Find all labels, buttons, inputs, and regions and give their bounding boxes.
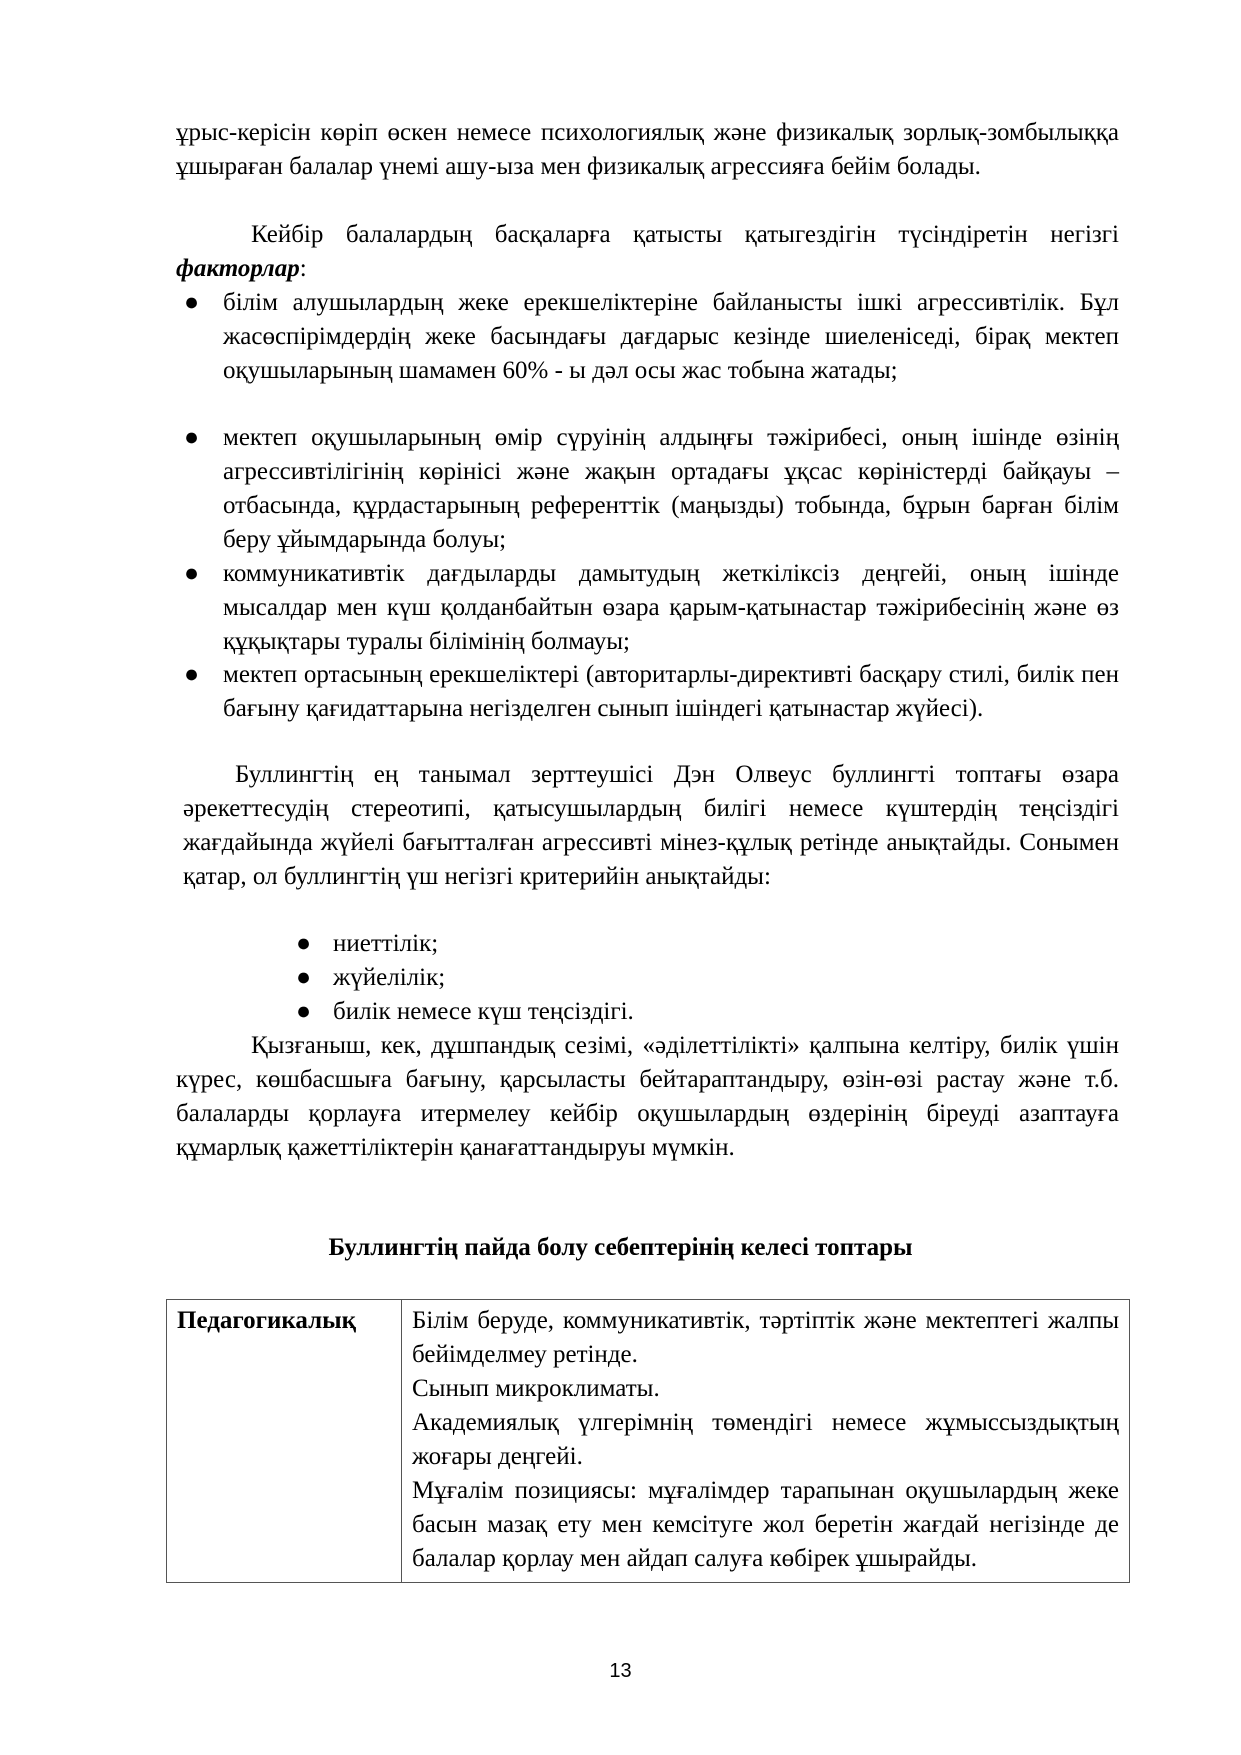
table-row	[167, 1300, 1130, 1583]
bullet-icon: ●	[296, 998, 312, 1025]
factors-intro-colon: :	[299, 255, 307, 282]
bullet-icon: ●	[296, 930, 312, 957]
cell-line: Академиялық үлгерімнің төмендігі немесе жұмыссыздықтың жоғары деңгейі.	[412, 1409, 1119, 1470]
factors-intro-text: Кейбір балалардың басқаларға қатысты қатыгездігін түсіндіретін негізгі	[251, 221, 1119, 248]
bullet-icon: ●	[184, 424, 200, 451]
factor-item: мектеп ортасының ерекшеліктері (авторитарлы-директивті басқару стилі, билік пен бағыну қағидаттарына негізделген сынып ішіндегі қатынастар жүйесі).	[223, 661, 1119, 722]
paragraph-motives: Қызғаныш, кек, дұшпандық сезімі, «әділеттілікті» қалпына келтіру, билік үшін күрес, көшбасшыға бағыну, қарсыласты бейтараптандыру, өзін-өзі растау және т.б. балаларды қорлауға итермелеу кейбір оқушылардың өздерінің біреуді азаптауға құмарлық қажеттіліктерін қанағаттандыруы мүмкін.	[176, 1032, 1119, 1161]
paragraph-intro: ұрыс-керісін көріп өскен немесе психологиялық және физикалық зорлық-зомбылыққа ұшыраған балалар үнемі ашу-ыза мен физикалық агрессияға бейім болады.	[176, 119, 1119, 180]
row-content-pedagogical	[402, 1300, 1130, 1583]
page-number: 13	[609, 1660, 632, 1682]
criterion-item: жүйелілік;	[333, 964, 446, 991]
bullet-icon: ●	[184, 661, 200, 688]
cell-line: Білім беруде, коммуникативтік, тәртіптік және мектептегі жалпы бейімделмеу ретінде.	[412, 1307, 1119, 1368]
factor-item: мектеп оқушыларының өмір сүруінің алдыңғы тәжірибесі, оның ішінде өзінің агрессивтілігінің көрінісі және жақын ортадағы ұқсас көріністерді байқауы – отбасында, құрдастарының референттік (маңызды) тобында, бұрын барған білім беру ұйымдарында болуы;	[223, 424, 1119, 553]
table-heading: Буллингтің пайда болу себептерінің келесі топтары	[328, 1234, 913, 1261]
bullet-icon: ●	[184, 289, 200, 316]
cell-line: Мұғалім позициясы: мұғалімдер тарапынан оқушылардың жеке басын мазақ ету мен кемсітуге жол беретін жағдай негізінде де балалар қорлау мен айдап салуға көбірек ұшырайды.	[412, 1477, 1119, 1572]
criterion-item: ниеттілік;	[333, 930, 439, 957]
paragraph-olweus: Буллингтің ең танымал зерттеушісі Дэн Олвеус буллингті топтағы өзара әрекеттесудің стереотипі, қатысушылардың билігі немесе күштердің теңсіздігі жағдайында жүйелі бағытталған агрессивті мінез-құлық ретінде анықтайды. Сонымен қатар, ол буллингтің үш негізгі критерийін анықтайды:	[183, 761, 1119, 890]
bullet-icon: ●	[296, 964, 312, 991]
factors-emphasis: факторлар	[176, 255, 300, 282]
criterion-item: билік немесе күш теңсіздігі.	[333, 998, 634, 1025]
factor-item: білім алушылардың жеке ерекшеліктеріне байланысты ішкі агрессивтілік. Бұл жасөспірімдердің жеке басындағы дағдарыс кезінде шиеленіседі, бірақ мектеп оқушыларының шамамен 60% - ы дәл осы жас тобына жатады;	[223, 289, 1119, 384]
row-label-pedagogical: Педагогикалық	[167, 1300, 402, 1583]
factor-item: коммуникативтік дағдыларды дамытудың жеткіліксіз деңгейі, оның ішінде мысалдар мен күш қолданбайтын өзара қарым-қатынастар тәжірибесінің және өз құқықтары туралы білімінің болмауы;	[223, 560, 1119, 655]
causes-table	[166, 1299, 1130, 1583]
cell-line: Сынып микроклиматы.	[412, 1375, 660, 1402]
paragraph-factors-intro	[176, 218, 1119, 286]
bullet-icon: ●	[184, 560, 200, 587]
